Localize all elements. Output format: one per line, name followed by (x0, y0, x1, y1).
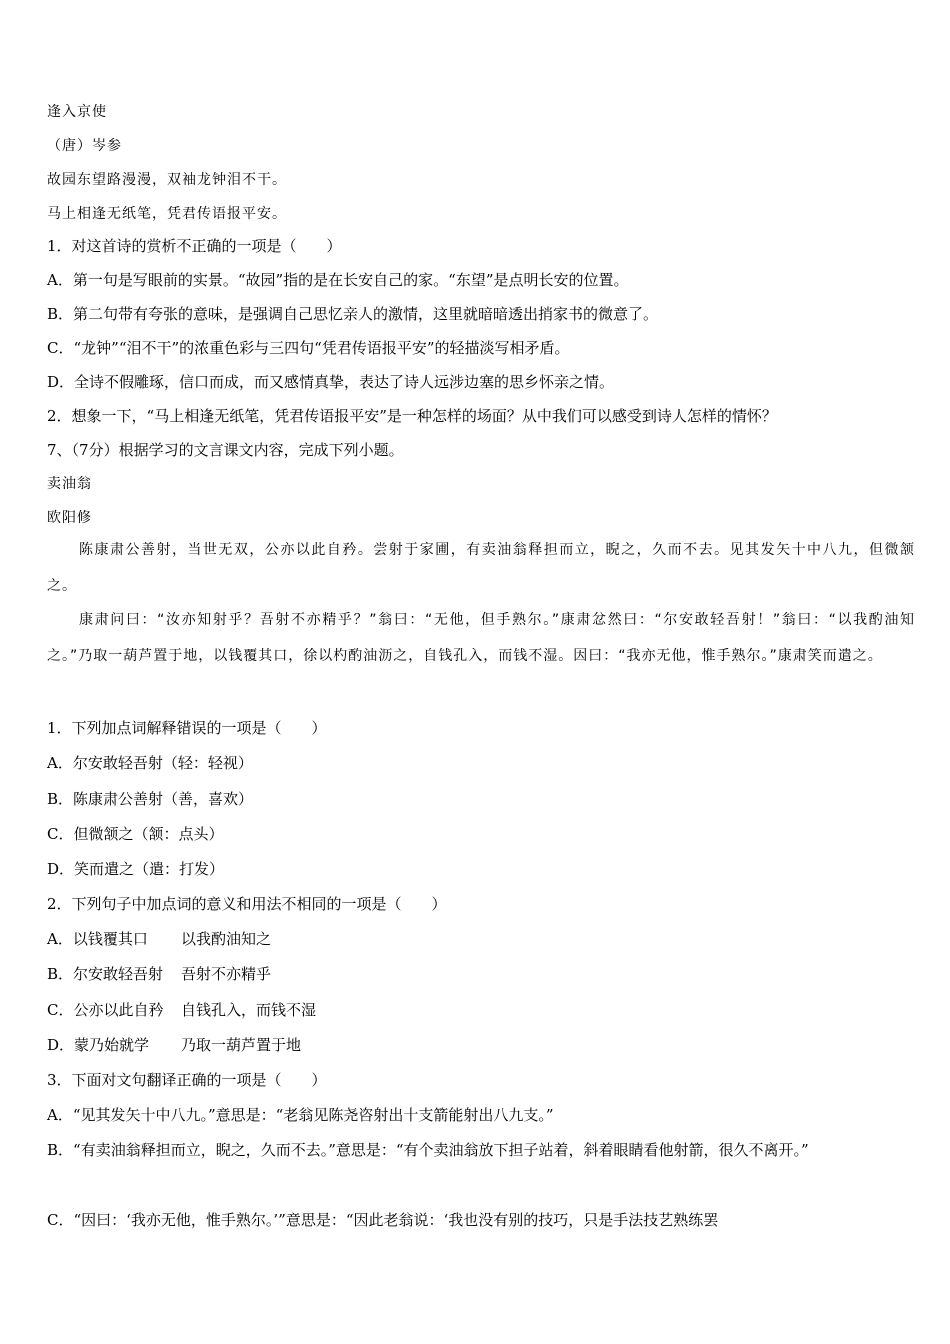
text-paragraph-2: 康肃问曰：“汝亦知射乎？吾射不亦精乎？”翁曰：“无他，但手熟尔。”康肃忿然曰：“尔安敢轻吾射！”翁曰：“以我酌油知之。”乃取一葫芦置于地，以钱覆其口，徐以杓酌油沥之，自钱孔入，而钱不湿。因曰：“我亦无他，惟手熟尔。”康肃笑而遣之。 (47, 612, 915, 664)
text-paragraph-1: 陈康肃公善射，当世无双，公亦以此自矜。尝射于家圃，有卖油翁释担而立，睨之，久而不去。见其发矢十中八九，但微颔之。 (47, 542, 915, 594)
question-7-1: 1．下列加点词解释错误的一项是（ ） (47, 719, 327, 737)
option-c: C．“因曰：‘我亦无他，惟手熟尔。’”意思是：“因此老翁说：‘我也没有别的技巧，只是手法技艺熟练罢 (47, 1211, 719, 1229)
option-d: D．全诗不假雕琢，信口而成，而又感情真挚，表达了诗人远涉边塞的思乡怀亲之情。 (47, 373, 615, 391)
option-c: C．“龙钟”“泪不干”的浓重色彩与三四句“凭君传语报平安”的轻描淡写相矛盾。 (47, 339, 570, 357)
poem-author: （唐）岑参 (47, 138, 122, 154)
option-a: A．“见其发矢十中八九。”意思是：“老翁见陈尧咨射出十支箭能射出八九支。” (47, 1106, 554, 1124)
option-a-left: A．以钱覆其口 (47, 930, 148, 948)
question-6-1: 1．对这首诗的赏析不正确的一项是（ ） (47, 237, 342, 255)
question-6-2: 2．想象一下，“马上相逢无纸笔，凭君传语报平安”是一种怎样的场面？从中我们可以感受到诗人怎样的情怀？ (47, 407, 777, 425)
option-b: B．陈康肃公善射（善，喜欢） (47, 790, 254, 808)
option-a: A．尔安敢轻吾射（轻：轻视） (47, 754, 253, 772)
option-b: B．第二句带有夸张的意味，是强调自己思忆亲人的激情，这里就暗暗透出捎家书的微意了。 (47, 305, 659, 323)
text-title: 卖油翁 (47, 476, 92, 492)
option-b-left: B．尔安敢轻吾射 (47, 965, 164, 983)
question-7-2: 2．下列句子中加点词的意义和用法不相同的一项是（ ） (47, 895, 447, 913)
option-a (47, 929, 271, 949)
option-d-left: D．蒙乃始就学 (47, 1036, 150, 1054)
text-author: 欧阳修 (47, 510, 92, 526)
option-b (47, 964, 271, 984)
option-c (47, 1000, 316, 1020)
option-d (47, 1035, 301, 1055)
poem-line-1: 故园东望路漫漫，双袖龙钟泪不干。 (47, 172, 287, 188)
poem-line-2: 马上相逢无纸笔，凭君传语报平安。 (47, 206, 287, 222)
option-d-right: 乃取一葫芦置于地 (181, 1036, 302, 1054)
option-a-right: 以我酌油知之 (181, 930, 272, 948)
question-7-heading: 7、（7分）根据学习的文言课文内容，完成下列小题。 (47, 441, 404, 459)
option-c: C．但微颔之（颔：点头） (47, 825, 224, 843)
question-7-3: 3．下面对文句翻译正确的一项是（ ） (47, 1071, 327, 1089)
option-a: A．第一句是写眼前的实景。“故园”指的是在长安自己的家。“东望”是点明长安的位置。 (47, 271, 629, 289)
poem-title: 逢入京使 (47, 104, 107, 120)
option-b: B．“有卖油翁释担而立，睨之，久而不去。”意思是：“有个卖油翁放下担子站着，斜着眼睛看他射箭，很久不离开。” (47, 1141, 809, 1159)
option-c-left: C．公亦以此自矜 (47, 1001, 164, 1019)
option-c-right: 自钱孔入，而钱不湿 (181, 1001, 317, 1019)
option-d: D．笑而遣之（遣：打发） (47, 860, 225, 878)
option-b-right: 吾射不亦精乎 (181, 965, 272, 983)
